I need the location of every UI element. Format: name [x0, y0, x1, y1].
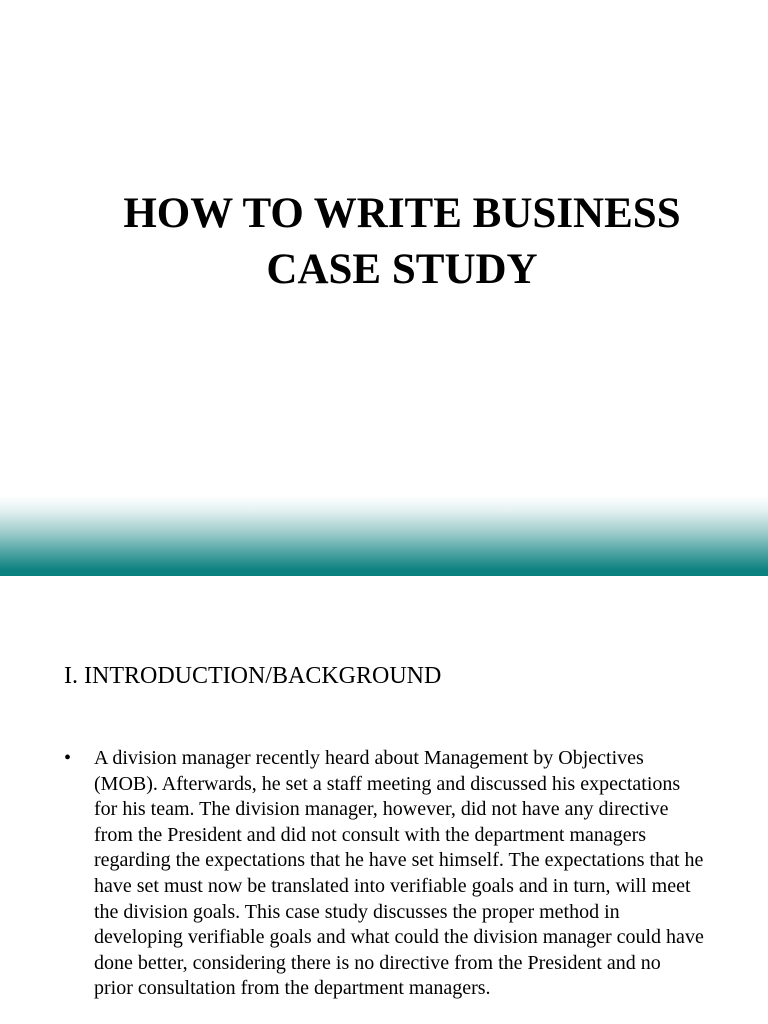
decorative-gradient-band	[0, 496, 768, 576]
title-line-1: HOW TO WRITE BUSINESS	[123, 190, 681, 237]
bullet-list	[64, 746, 704, 1002]
title-slide	[0, 0, 768, 498]
bullet-icon: •	[64, 747, 72, 769]
list-item	[64, 746, 704, 1002]
title-line-2: CASE STUDY	[266, 246, 538, 293]
page-title	[0, 186, 768, 298]
section-heading: I. INTRODUCTION/BACKGROUND	[64, 663, 442, 689]
bullet-text: A division manager recently heard about Management by Objectives (MOB). Afterwards, he set a staff meeting and discussed his expectations for his team. The division manager, however, did not have any directive from the President and did not consult with the department managers regarding the expectations that he have set himself. The expectations that he have set must now be translated into verifiable goals and in turn, will meet the division goals. This case study discusses the proper method in developing verifiable goals and what could the division manager could have done better, considering there is no directive from the President and no prior consultation from the department managers.	[94, 747, 704, 1000]
